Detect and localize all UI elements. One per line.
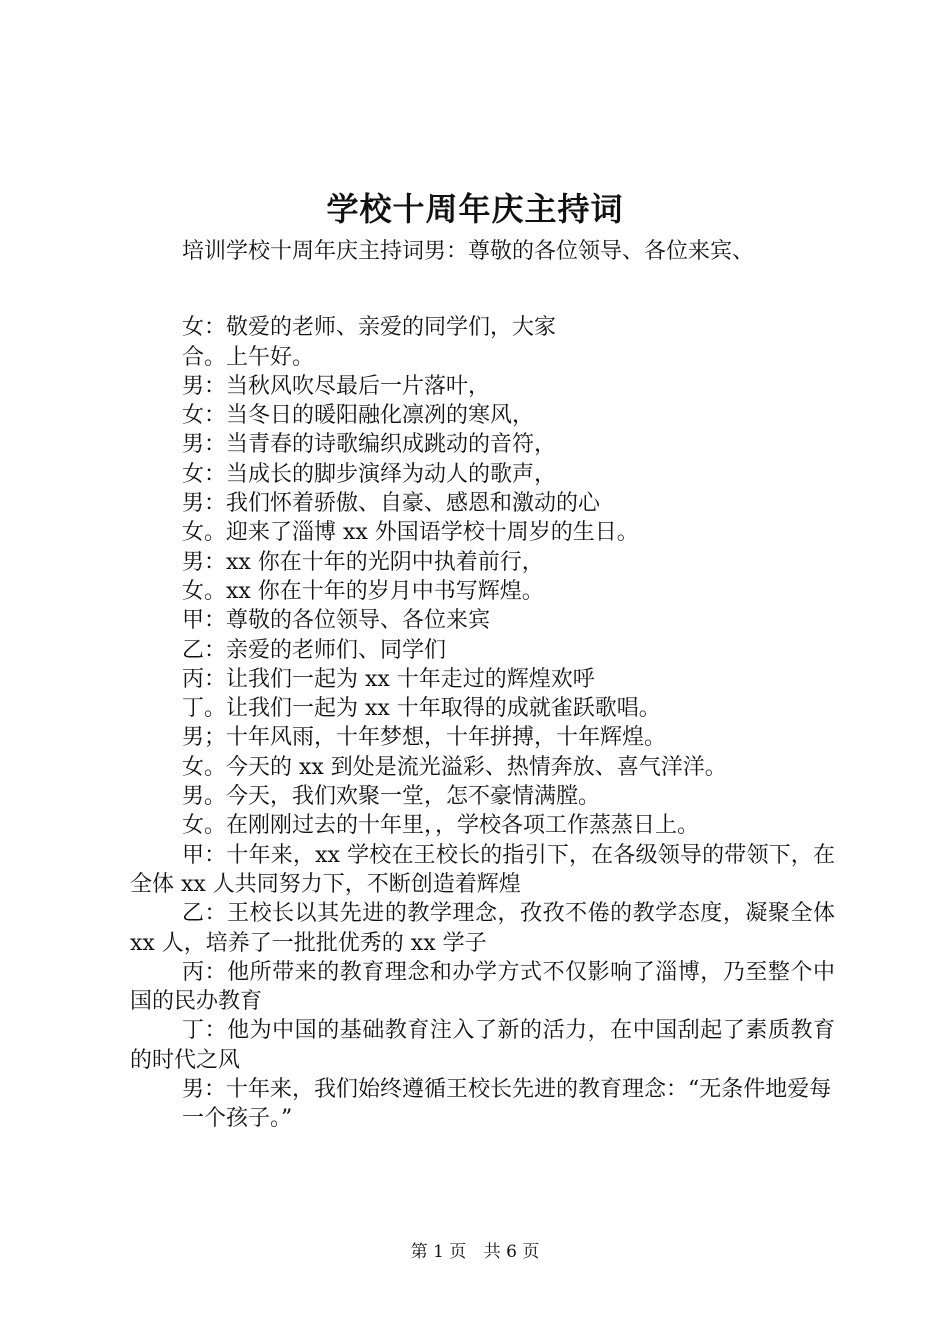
script-line: 男；十年风雨，十年梦想，十年拼搏，十年辉煌。 [182,725,667,751]
script-line: 男：当秋风吹尽最后一片落叶， [182,373,491,399]
script-line: 丁。让我们一起为 xx 十年取得的成就雀跃歌唱。 [182,696,661,722]
page-title: 学校十周年庆主持词 [326,190,624,228]
script-paragraph: 甲：十年来，xx 学校在王校长的指引下，在各级领导的带领下，在全体 xx 人共同努力下，不断创造着辉煌 [130,842,835,897]
script-paragraph: 乙：王校长以其先进的教学理念，孜孜不倦的教学态度，凝聚全体 xx 人，培养了一批批优秀的 xx 学子 [130,901,835,956]
script-line: 女。今天的 xx 到处是流光溢彩、热情奔放、喜气洋洋。 [182,754,727,780]
script-line: 男：xx 你在十年的光阴中执着前行， [182,549,544,575]
script-line: 男。今天，我们欢聚一堂，怎不豪情满膛。 [182,784,601,810]
script-line: 女：当冬日的暖阳融化凛冽的寒风， [182,403,535,429]
intro-line: 培训学校十周年庆主持词男：尊敬的各位领导、各位来宾、 [182,239,755,264]
blank-gap [130,266,835,313]
page-total: 共 6 页 [483,1242,540,1262]
script-line: 女：当成长的脚步演绎为动人的歌声， [182,461,557,487]
page-footer [0,1240,950,1264]
script-line: 女。在刚刚过去的十年里，，学校各项工作蒸蒸日上。 [182,813,700,839]
document-body [130,237,835,1134]
script-paragraph: 丙：他所带来的教育理念和办学方式不仅影响了淄博，乃至整个中国的民办教育 [130,959,835,1015]
script-line: 女。xx 你在十年的岁月中书写辉煌。 [182,578,544,604]
script-line: 女：敬爱的老师、亲爱的同学们，大家 [182,315,557,341]
script-paragraph: 丁：他为中国的基础教育注入了新的活力，在中国刮起了素质教育的时代之风 [130,1018,835,1073]
script-line: 乙：亲爱的老师们、同学们 [182,637,447,663]
script-paragraph: 男：十年来，我们始终遵循王校长先进的教育理念：“无条件地爱每 [182,1077,832,1103]
script-line: 合。上午好。 [182,344,315,370]
script-line: 男：我们怀着骄傲、自豪、感恩和激动的心 [182,491,601,517]
script-line: 丙：让我们一起为 xx 十年走过的辉煌欢呼 [182,666,595,692]
script-line: 男：当青春的诗歌编织成跳动的音符， [182,432,557,458]
script-line: 甲：尊敬的各位领导、各位来宾 [182,608,491,634]
script-line: 一个孩子。” [182,1106,293,1132]
script-line: 女。迎来了淄博 xx 外国语学校十周岁的生日。 [182,520,639,546]
page-number: 第 1 页 [410,1242,467,1262]
